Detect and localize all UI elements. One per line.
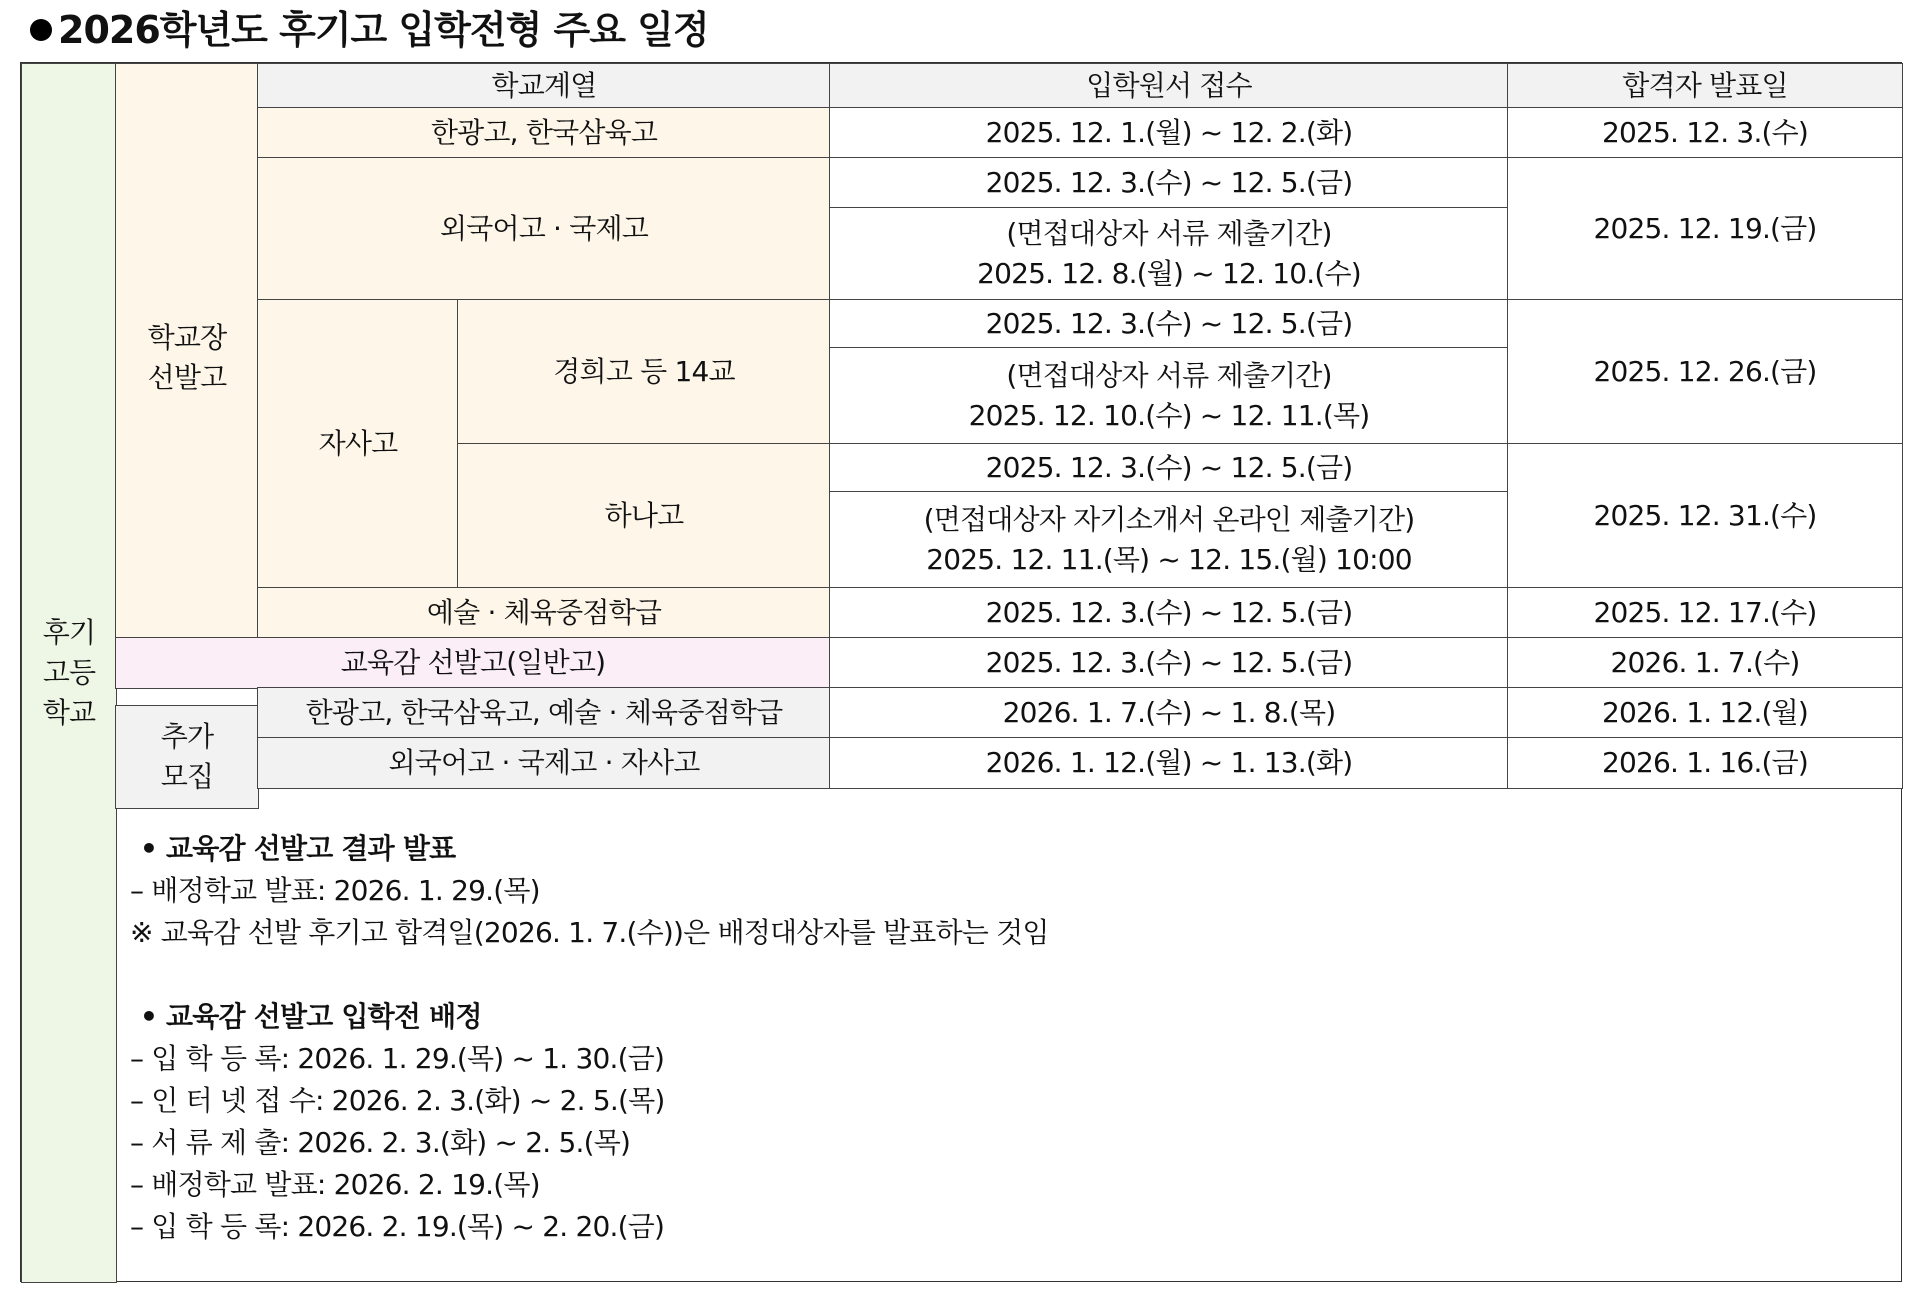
row-arts-result: 2025. 12. 17.(수) [1507,587,1903,639]
row-general-name: 교육감 선발고(일반고) [115,637,831,689]
notes-assign-heading: • 교육감 선발고 입학전 배정 [140,1000,482,1033]
group-jasago-cell: 자사고 [257,299,459,589]
header-school-type: 학교계열 [257,63,831,109]
group-principal-line-2: 선발고 [147,361,227,394]
row-hana-doc-date: 2025. 12. 11.(목) ~ 12. 15.(월) 10:00 [926,543,1412,576]
row-hanguang-result: 2025. 12. 3.(수) [1507,107,1903,159]
notes-assign-line: – 배정학교 발표: 2026. 2. 19.(목) [130,1168,540,1201]
group-main-line-2: 고등 [42,656,96,689]
row-arts-apply: 2025. 12. 3.(수) ~ 12. 5.(금) [829,587,1509,639]
row-kyunghee-doc-label: (면접대상자 서류 제출기간) [1006,359,1332,392]
row-kyunghee-doc-date: 2025. 12. 10.(수) ~ 12. 11.(목) [968,399,1370,432]
notes-assign-line: – 인 터 넷 접 수: 2026. 2. 3.(화) ~ 2. 5.(목) [130,1084,665,1117]
row-hana-result: 2025. 12. 31.(수) [1507,443,1903,589]
row-general-result: 2026. 1. 7.(수) [1507,637,1903,689]
group-extra-line-2: 모집 [160,760,214,793]
group-principal-cell [115,63,259,653]
row-hanguang-apply: 2025. 12. 1.(월) ~ 12. 2.(화) [829,107,1509,159]
notes-result-heading: • 교육감 선발고 결과 발표 [140,832,456,865]
notes-section [130,828,1049,1248]
row-extra2-name: 외국어고 · 국제고 · 자사고 [257,737,831,789]
row-extra1-apply: 2026. 1. 7.(수) ~ 1. 8.(목) [829,687,1509,739]
row-general-apply: 2025. 12. 3.(수) ~ 12. 5.(금) [829,637,1509,689]
notes-result-line: ※ 교육감 선발 후기고 합격일(2026. 1. 7.(수))은 배정대상자를 발표하는 것임 [130,916,1049,949]
row-extra2-result: 2026. 1. 16.(금) [1507,737,1903,789]
notes-assign-line: – 서 류 제 출: 2026. 2. 3.(화) ~ 2. 5.(목) [130,1126,631,1159]
bullet-dot-icon [30,19,52,41]
notes-assign-line: – 입 학 등 록: 2026. 1. 29.(목) ~ 1. 30.(금) [130,1042,665,1075]
row-hanguang-name: 한광고, 한국삼육고 [257,107,831,159]
row-foreign-apply: 2025. 12. 3.(수) ~ 12. 5.(금) [829,157,1509,209]
row-hana-doc-label: (면접대상자 자기소개서 온라인 제출기간) [923,503,1415,536]
row-arts-name: 예술 · 체육중점학급 [257,587,831,639]
header-apply-period: 입학원서 접수 [829,63,1509,109]
group-main-line-1: 후기 [42,616,96,649]
row-kyunghee-result: 2025. 12. 26.(금) [1507,299,1903,445]
row-hana-name: 하나고 [457,443,831,589]
notes-assign-line: – 입 학 등 록: 2026. 2. 19.(목) ~ 2. 20.(금) [130,1210,665,1243]
row-foreign-doc-date: 2025. 12. 8.(월) ~ 12. 10.(수) [977,257,1361,290]
group-extra-cell [115,705,259,809]
row-kyunghee-name: 경희고 등 14교 [457,299,831,445]
row-foreign-docs [829,207,1509,301]
header-result-date: 합격자 발표일 [1507,63,1903,109]
group-principal-line-1: 학교장 [147,321,227,354]
row-foreign-result: 2025. 12. 19.(금) [1507,157,1903,301]
notes-assign-block [130,996,1049,1248]
notes-result-line: – 배정학교 발표: 2026. 1. 29.(목) [130,874,540,907]
row-extra1-result: 2026. 1. 12.(월) [1507,687,1903,739]
row-foreign-doc-label: (면접대상자 서류 제출기간) [1006,217,1332,250]
notes-result-block [130,828,1049,954]
group-main-line-3: 학교 [42,696,96,729]
row-extra1-name: 한광고, 한국삼육고, 예술 · 체육중점학급 [257,687,831,739]
group-extra-line-1: 추가 [160,720,214,753]
row-kyunghee-docs [829,347,1509,445]
row-extra2-apply: 2026. 1. 12.(월) ~ 1. 13.(화) [829,737,1509,789]
row-kyunghee-apply: 2025. 12. 3.(수) ~ 12. 5.(금) [829,299,1509,349]
row-hana-apply: 2025. 12. 3.(수) ~ 12. 5.(금) [829,443,1509,493]
group-main-cell [21,63,117,1283]
row-foreign-name: 외국어고 · 국제고 [257,157,831,301]
row-hana-docs [829,491,1509,589]
page-title: 2026학년도 후기고 입학전형 주요 일정 [30,6,709,54]
